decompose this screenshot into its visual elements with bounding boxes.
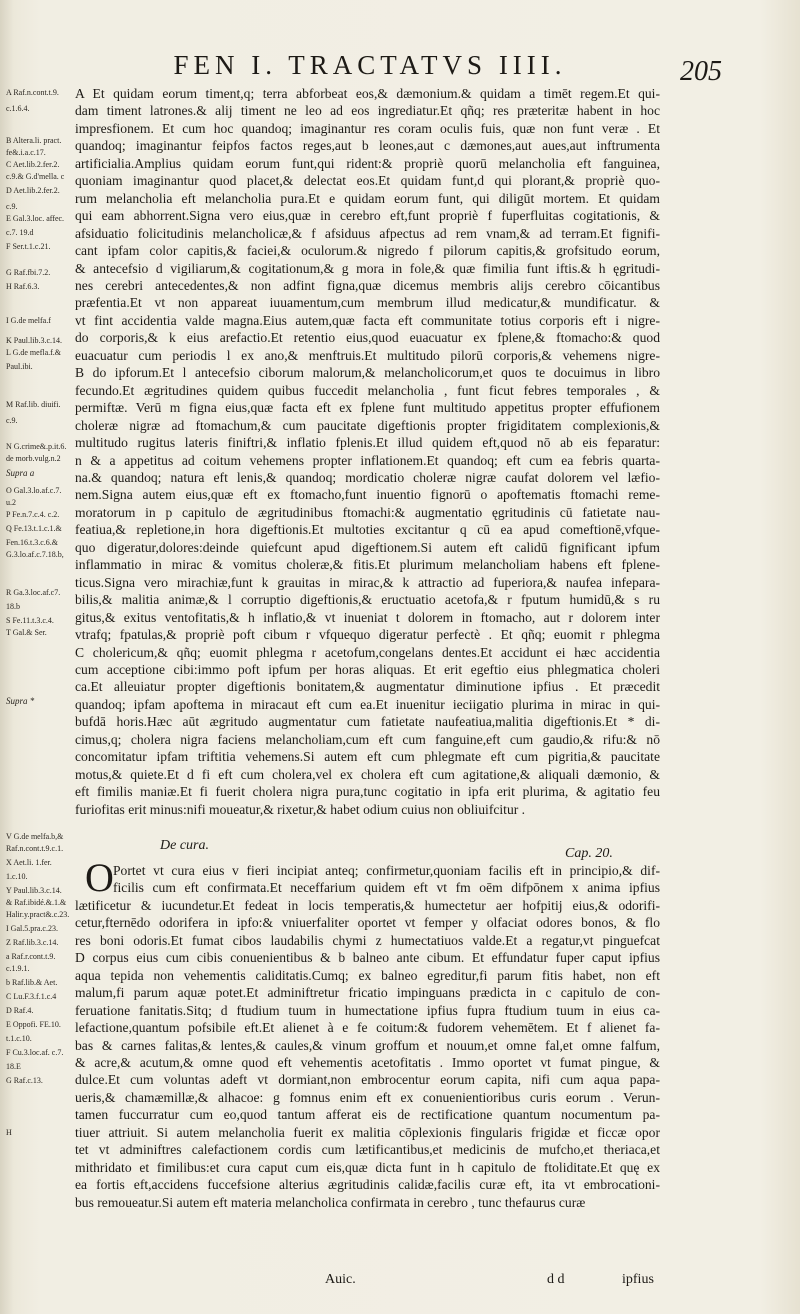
text-line: ca.Et alleuiatur propter digeftionis bonitatem,& augmentatur diminutione ipfius . Et præcedit: [75, 679, 660, 695]
margin-note: Supra a: [6, 468, 35, 478]
margin-note: Q Fe.13.t.1.c.1.&: [6, 524, 62, 533]
text-line: tiuer attriuit. Si autem melancholia fuerit ex malitia cōplexionis fingularis frigidæ et ficcæ opor: [75, 1124, 660, 1140]
text-line: qui eam abhorrent.Signa vero eius,quæ in cerebro eft,funt propriè f fuperfluitas cogitationis, &: [75, 208, 660, 224]
text-line: & acre,& acutum,& omne quod eft vehementis acetofitatis . Immo oportet vt fumat pingue, &: [75, 1054, 660, 1070]
margin-note: c.9.& G.d'mella. c: [6, 172, 65, 181]
margin-note: C Aet.lib.2.fer.2.: [6, 160, 60, 169]
text-line: moratorum in p capitulo de ægritudinibus ftomachi:& augmentatio ęgritudinis cū fatietate nau-: [75, 504, 660, 520]
page-header: [0, 50, 800, 86]
text-line: nes cerebri antecedentes,& non adfint figna,quæ dicemus membris alijs cerebro cōicantibus: [75, 277, 660, 293]
text-line: artificialia.Amplius quidam eorum funt,qui rident:& propriè quorū melancholia eft fanguinea,: [75, 155, 660, 171]
page-footer: [0, 1272, 800, 1296]
margin-note: D Aet.lib.2.fer.2.: [6, 186, 60, 195]
margin-note: E Gal.3.loc. affec.: [6, 214, 65, 223]
margin-note: M Raf.lib. diuifi.: [6, 400, 61, 409]
text-line: feruatione fanitatis.Sitq; d ftudium tuum in humectatione ipfius fupra ftudium tuum in eius ca-: [75, 1002, 660, 1018]
text-line: do corporis,& k eius arefactio.Et retentio eius,quod euacuatur ex fplene,& ftomacho:& quod: [75, 330, 660, 346]
text-line: fecundo.Et ægritudines quidem quibus fuccedit melancholia , funt ficut febres temporales , &: [75, 382, 660, 398]
margin-note: t.1.c.10.: [6, 1034, 32, 1043]
text-line: n & a appetitus ad coitum vehemens propter inflationem.Et quandoq; eft cum ea febris quarta-: [75, 452, 660, 468]
text-line: dam timent latrones.& alij timent ne leo ad eos ingrediatur.Et qñq; res præteritæ habent in hoc: [75, 103, 660, 119]
text-line: cetur,fternēdo odorifera in ipfo:& vniuerfaliter oportet vt femper y olfaciat odores bonos, & flo: [75, 915, 660, 931]
margin-note: 18.E: [6, 1062, 21, 1071]
catchword-left: Auic.: [325, 1272, 356, 1287]
margin-note: I Gal.5.pra.c.23.: [6, 924, 58, 933]
margin-note: G.3.lo.af.c.7.18.b,: [6, 550, 64, 559]
margin-note: H: [6, 1128, 12, 1137]
margin-note: H Raf.6.3.: [6, 282, 40, 291]
text-line: C cholericum,& qñq; euomit phlegma r acetofum,congelans dentes.Et accidunt ei hæc accidentia: [75, 644, 660, 660]
margin-note: F Ser.t.1.c.21.: [6, 242, 51, 251]
margin-note: A Raf.n.cont.t.9.: [6, 88, 59, 97]
margin-note: & Raf.ibidé.&.1.&: [6, 898, 67, 907]
section-title: De cura.: [160, 838, 209, 853]
text-line: impresfionem. Et cum hoc quandoq; imaginantur res coram oculis fuis, quæ non funt veræ . Et: [75, 120, 660, 136]
margin-note: S Fe.11.t.3.c.4.: [6, 616, 54, 625]
text-line: quoniam imaginantur quod placet,& delectat eos.Et quidam funt,d qui plorant,& propriè quo-: [75, 173, 660, 189]
margin-note: de morb.vulg.n.2: [6, 454, 61, 463]
text-line: bilis,& malitia animæ,& l corruptio digeftionis,& eructuatio acetofa,& r fputum humidū,& s ru: [75, 592, 660, 608]
text-line: cimus,q; cholera nigra faciens melancholiam,cum eft cum fanguine,eft cum gaudio,& rifu:& nō: [75, 731, 660, 747]
margin-note: T Gal.& Ser.: [6, 628, 47, 637]
text-line: tet vt adminiftres calefactionem cordis cum lætificantibus,et medicinis de mufcho,et theriaca,et: [75, 1142, 660, 1158]
margin-note: c.1.6.4.: [6, 104, 30, 113]
catchword-right: ipfius: [622, 1272, 654, 1287]
margin-note: 18.b: [6, 602, 20, 611]
text-line: dulce.Et cum voluntas adeft vt dormiant,non embrocentur eorum capita, nifi cum aqua papa-: [75, 1072, 660, 1088]
text-line: D corpus eius cum cibis conuenientibus & b balneo ante cibum. Et effundatur fuper caput ipfius: [75, 950, 660, 966]
margin-note: L G.de mefla.f.&: [6, 348, 62, 357]
body-text-paragraph-2: [75, 862, 660, 1211]
text-line: nem.Signa autem eius,quæ eft ex ftomacho,funt inuentio fignorū o apoftematis ftomachi reme-: [75, 487, 660, 503]
margin-note: I G.de melfa.f: [6, 316, 51, 325]
margin-note: Y Paul.lib.3.c.14.: [6, 886, 62, 895]
page-number: 205: [680, 56, 722, 87]
text-line: bufdā horis.Hæc aūt ægritudo augmentatur cum fatietate naufeatiua,malitia digeftionis.Et * di-: [75, 714, 660, 730]
margin-note: 1.c.10.: [6, 872, 28, 881]
margin-note: c.9.: [6, 202, 18, 211]
marginal-references: [6, 88, 70, 1248]
margin-note: X Aet.li. 1.fer.: [6, 858, 52, 867]
text-line: bas & carnes falitas,& lentes,& caules,& vinum groffum et nouum,et omne fal,et omne falfum,: [75, 1037, 660, 1053]
margin-note: D Raf.4.: [6, 1006, 34, 1015]
margin-note: Halir.y.pract&.c.23.: [6, 910, 70, 919]
text-line: ficilis cum eft confirmata.Et neceffarium quidem eft vt fm oēm difpōnem x anima ipfius: [113, 880, 660, 896]
text-line: Portet vt cura eius v fieri incipiat anteq; confirmetur,quoniam facilis eft in principio,& dif-: [113, 863, 660, 878]
text-line: afsiduatio folicitudinis melancholicæ,& f afsiduus afpectus ad rem vnam,& ad terram.Et fignifi-: [75, 225, 660, 241]
text-line: choleræ nigræ ad ftomachum,& cum paucitate digeftionis propter frigiditatem complexionis,&: [75, 417, 660, 433]
margin-note: u.2: [6, 498, 16, 507]
margin-note: O Gal.3.lo.af.c.7.: [6, 486, 62, 495]
margin-note: a Raf.r.cont.t.9.: [6, 952, 56, 961]
text-line: featiua,& repletione,in hora digeftionis.Et multoties excitantur q cū ea apud comeftionē,vfque-: [75, 522, 660, 538]
text-line: furiofitas erit minus:nifi moueatur,& rixetur,& habet odium cuius non obliuifcitur .: [75, 801, 526, 817]
margin-note: C Lu.F.3.f.1.c.4: [6, 992, 57, 1001]
margin-note: Z Raf.lib.3.c.14.: [6, 938, 59, 947]
margin-note: Fen.16.t.3.c.6.&: [6, 538, 58, 547]
text-line: malum,fi parum aquæ potet.Et adminiftretur fricatio impinguans prædicta in c capitulo de con-: [75, 985, 660, 1001]
margin-note: G Raf.c.13.: [6, 1076, 43, 1085]
text-line: lætificetur & iucundetur.Et fedeat in locis temperatis,& humectetur aer hofpitij eius,& odorifi-: [75, 897, 660, 913]
text-line: concomitatur ipfam triftitia vehemens.Si autem eft cum phlegmate eft cum pigritia,& paucitate: [75, 749, 660, 765]
text-line: ueris,& chamæmillæ,& alhacoe: g fomnus enim eft ex conuenientioribus curis eorum . Verun-: [75, 1089, 660, 1105]
margin-note: Raf.n.cont.t.9.c.1.: [6, 844, 64, 853]
text-line: na.& quandoq; natura eft lenis,& quandoq; mordicatio choleræ nigræ caufat dolorem vel læfio-: [75, 469, 660, 485]
text-line: motus,& quiete.Et d fi eft cum cholera,vel ex cholera eft cum agitatione,& aliquali dæmonio, &: [75, 766, 660, 782]
margin-note: N G.crime&.p.it.6.: [6, 442, 67, 451]
margin-note: R Ga.3.loc.af.c7.: [6, 588, 61, 597]
text-line: & antecefsio d vigiliarum,& cogitationum,& g mora in fole,& quæ fimilia funt iftis.& h ęgritudi-: [75, 260, 660, 276]
body-text-paragraph-1: [75, 85, 660, 818]
text-line: aqua tepida non vehementis caliditatis.Cumq; ex balneo egreditur,fi parum fitis habet, non eft: [75, 967, 660, 983]
margin-note: V G.de melfa.b,&: [6, 832, 64, 841]
text-line: ea fortis eft,accidens fuccefsione alterius ægritudinis calidæ,facilis curæ eft, ita vt embrocationi-: [75, 1177, 660, 1193]
text-line: cant ipfam color capitis,& faciei,& oculorum.& nigredo f pilorum capitis,& grofsitudo eorum,: [75, 243, 660, 259]
text-line: vt fint accidentia valde magna.Eius autem,quæ facta eft communitate totius corporis eft i nigre-: [75, 312, 660, 328]
text-line: præfentia.Et vt non appareat iuuamentum,cum membrum illud medicatur,& mundificatur. &: [75, 295, 660, 311]
margin-note: c.1.9.1.: [6, 964, 30, 973]
text-line: B do ipforum.Et l antecefsio ciborum malorum,& melancholicorum,et quos te docuimus in libro: [75, 365, 660, 381]
text-line: rum melancholia eft melancholia pura.Et e quidam eorum funt, qui diligūt mortem. Et quidam: [75, 190, 660, 206]
text-line: euacuatur cum periodis l ex ano,& menftruis.Et multitudo pilorū corporis,& vehemens nigre-: [75, 347, 660, 363]
margin-note: Supra *: [6, 696, 35, 706]
text-line: multitudo rugitus lateris finiftri,& inflatio fplenis.Et illud quidem eft,quod nō ab eis feparatur:: [75, 435, 660, 451]
margin-note: c.9.: [6, 416, 18, 425]
text-line: bus remoueatur.Si autem eft materia melancholica confirmata in cerebro , tunc thefaurus curæ: [75, 1194, 586, 1210]
text-line: cum acceptione cibi:immo poft ipfum per horas aliquas. Et erit egeftio eius phlegmatica choleri: [75, 661, 660, 677]
text-line: gitus,& exitus ventofitatis,& h inflatio,& vt inueniat t dolorem in ftomacho, aut r dolorem inter: [75, 609, 660, 625]
margin-note: P Fe.n.7.c.4. c.2.: [6, 510, 60, 519]
text-line: mithridato et fimilibus:et cura caput cum eis,quæ dicta funt in h capitulo de ftoliditate.Et quę ex: [75, 1159, 660, 1175]
drop-capital: O: [85, 855, 114, 900]
text-line: A Et quidam eorum timent,q; terra abforbeat eos,& dæmonium.& quidam a timēt regem.Et qui-: [75, 86, 660, 101]
text-line: vtrafq; fpatulas,& propriè poft cibum r vfquequo digeratur perfectè . Et qñq; euomit r phlegma: [75, 627, 660, 643]
margin-note: E Oppofi. FE.10.: [6, 1020, 61, 1029]
chapter-label: Cap. 20.: [565, 846, 613, 861]
margin-note: b Raf.lib.& Aet.: [6, 978, 58, 987]
text-line: lefactione,quantum pofsibile eft.Et alienet à e fe coitum:& fudorem vehemētem. Et f alienet fa-: [75, 1020, 660, 1036]
text-line: eft fimilis maniæ.Et fi fuerit cholera nigra pura,tunc cogitatio in ipfa erit plurima, & agitatio feu: [75, 784, 660, 800]
margin-note: F Cu.3.loc.af. c.7.: [6, 1048, 64, 1057]
text-line: inflammatio in mirac & vomitus choleræ,& fitis.Et plurimum melancholiam habens eft fplene-: [75, 557, 660, 573]
margin-note: c.7. 19.d: [6, 228, 34, 237]
text-line: quo digeratur,dolores:deinde quiefcunt apud digeftionem.Si autem eft calidū fignificant ipfum: [75, 539, 660, 555]
text-line: permiftæ. Verū m figna eius,quæ facta eft ex fplene funt multitudo appetitus propter effufionem: [75, 400, 660, 416]
signature-mark: d d: [547, 1272, 565, 1287]
text-line: ticus.Signa vero mirachiæ,funt k grauitas in mirac,& k attractio ad fuperiora,& naufea infepara-: [75, 574, 660, 590]
text-line: quandoq; ipfam apoftema in miracaut eft cum ea.Et inuenitur ieciigatio plurima in mirac in qui-: [75, 696, 660, 712]
running-head: FEN I. TRACTATVS IIII.: [173, 50, 567, 80]
margin-note: G Raf.fbi.7.2.: [6, 268, 51, 277]
text-line: quandoq; imaginantur feipfos factos reges,aut b leones,aut c dæmones,aut aues,aut inftrumenta: [75, 138, 660, 154]
text-line: res boni odoris.Et fumat cibos laudabilis chymi z humectatiuos valde.Et a regatur,vt pinguefcat: [75, 932, 660, 948]
margin-note: fe&.i.a.c.17.: [6, 148, 46, 157]
text-line: tamen fuccurratur cum eo,quod tantum afferat eis de rectificatione quantum nocumentum pa-: [75, 1107, 660, 1123]
margin-note: Paul.ibi.: [6, 362, 33, 371]
margin-note: K Paul.lib.3.c.14.: [6, 336, 62, 345]
margin-note: B Altera.li. pract.: [6, 136, 62, 145]
